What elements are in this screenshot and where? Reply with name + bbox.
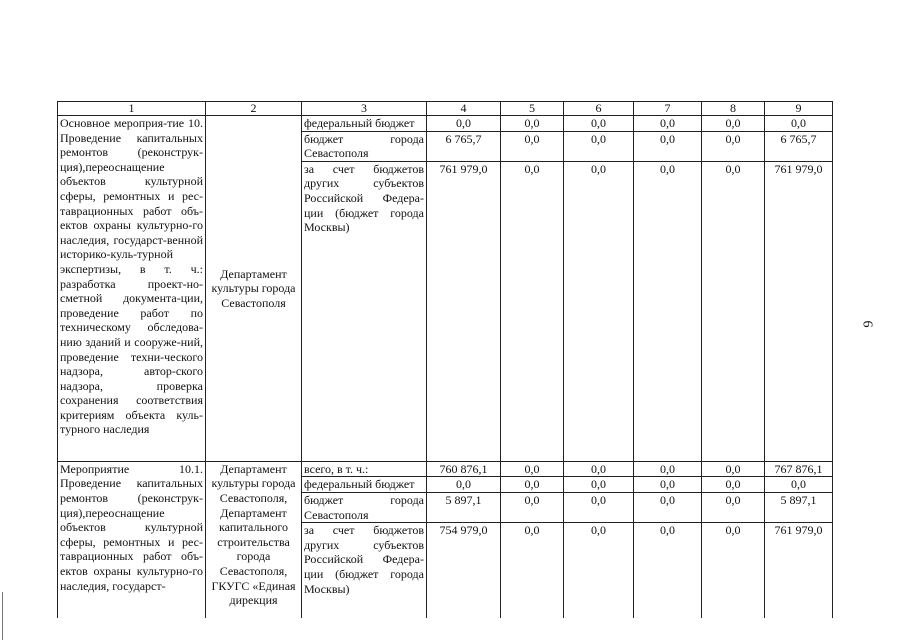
- source-cell: федеральный бюджет: [302, 477, 427, 493]
- value-cell: 767 876,1: [765, 461, 833, 477]
- value-cell: 0,0: [427, 116, 501, 132]
- value-cell: 0,0: [501, 131, 564, 161]
- column-header: 3: [302, 102, 427, 116]
- value-cell: 0,0: [564, 116, 634, 132]
- value-cell: 761 979,0: [765, 523, 833, 618]
- activity-cell: Мероприятие 10.1. Проведение капитальных ремонтов (реконструк-ция),переоснащение объектов культурной сферы, ремонтных и рес-таврационных работ объ-ектов охраны культурно-го наследия, государст-: [58, 461, 206, 617]
- page-number: 6: [859, 320, 875, 328]
- column-header: 1: [58, 102, 206, 116]
- value-cell: 5 897,1: [427, 492, 501, 522]
- column-header: 4: [427, 102, 501, 116]
- value-cell: 0,0: [501, 116, 564, 132]
- column-header: 8: [702, 102, 765, 116]
- value-cell: 0,0: [564, 492, 634, 522]
- value-cell: 0,0: [765, 116, 833, 132]
- value-cell: 754 979,0: [427, 523, 501, 618]
- value-cell: 0,0: [501, 523, 564, 618]
- value-cell: 0,0: [564, 131, 634, 161]
- source-cell: бюджет города Севастополя: [302, 492, 427, 522]
- source-cell: всего, в т. ч.:: [302, 461, 427, 477]
- source-cell: бюджет города Севастополя: [302, 131, 427, 161]
- value-cell: 0,0: [702, 477, 765, 493]
- value-cell: 6 765,7: [427, 131, 501, 161]
- value-cell: 0,0: [564, 477, 634, 493]
- scan-edge-artifact: [2, 592, 3, 640]
- value-cell: 761 979,0: [427, 161, 501, 461]
- value-cell: 0,0: [634, 116, 702, 132]
- value-cell: 0,0: [427, 477, 501, 493]
- table-row: [58, 461, 833, 477]
- value-cell: 0,0: [634, 461, 702, 477]
- value-cell: 0,0: [634, 131, 702, 161]
- value-cell: 0,0: [765, 477, 833, 493]
- value-cell: 0,0: [634, 477, 702, 493]
- table-row: [58, 116, 833, 132]
- value-cell: 0,0: [702, 161, 765, 461]
- column-header: 5: [501, 102, 564, 116]
- value-cell: 0,0: [564, 461, 634, 477]
- value-cell: 0,0: [634, 161, 702, 461]
- column-header: 6: [564, 102, 634, 116]
- source-cell: федеральный бюджет: [302, 116, 427, 132]
- value-cell: 0,0: [564, 161, 634, 461]
- value-cell: 0,0: [702, 461, 765, 477]
- source-cell: за счет бюджетов других субъектов Российской Федера-ции (бюджет города Москвы): [302, 523, 427, 618]
- value-cell: 760 876,1: [427, 461, 501, 477]
- value-cell: 0,0: [564, 523, 634, 618]
- column-header: 7: [634, 102, 702, 116]
- value-cell: 0,0: [501, 492, 564, 522]
- value-cell: 761 979,0: [765, 161, 833, 461]
- budget-table: [57, 101, 833, 618]
- executor-cell: Департамент культуры города Севастополя: [206, 116, 302, 462]
- value-cell: 0,0: [501, 461, 564, 477]
- column-header: 9: [765, 102, 833, 116]
- value-cell: 0,0: [634, 523, 702, 618]
- value-cell: 0,0: [702, 131, 765, 161]
- activity-cell: Основное мероприя-тие 10. Проведение капитальных ремонтов (реконструк-ция),переоснащение объектов культурной сферы, ремонтных и рес-таврационных работ объ-ектов охраны культурно-го наследия, государст-венной историко-куль-турной экспертизы, в т. ч.: разработка проект-но-сметной документа-ции, проведение работ по техническому обследова-нию зданий и сооруже-ний, проведение техни-ческого надзора, автор-ского надзора, проверка сохранения соответствия критериям объекта куль-турного наследия: [58, 116, 206, 462]
- value-cell: 0,0: [702, 492, 765, 522]
- value-cell: 0,0: [702, 116, 765, 132]
- value-cell: 5 897,1: [765, 492, 833, 522]
- executor-cell: Департамент культуры города Севастополя, Департамент капитального строительства города Севастополя, ГКУГС «Единая дирекция: [206, 461, 302, 617]
- value-cell: 6 765,7: [765, 131, 833, 161]
- value-cell: 0,0: [634, 492, 702, 522]
- value-cell: 0,0: [501, 477, 564, 493]
- header-row: [58, 102, 833, 116]
- value-cell: 0,0: [501, 161, 564, 461]
- source-cell: за счет бюджетов других субъектов Российской Федера-ции (бюджет города Москвы): [302, 161, 427, 461]
- column-header: 2: [206, 102, 302, 116]
- value-cell: 0,0: [702, 523, 765, 618]
